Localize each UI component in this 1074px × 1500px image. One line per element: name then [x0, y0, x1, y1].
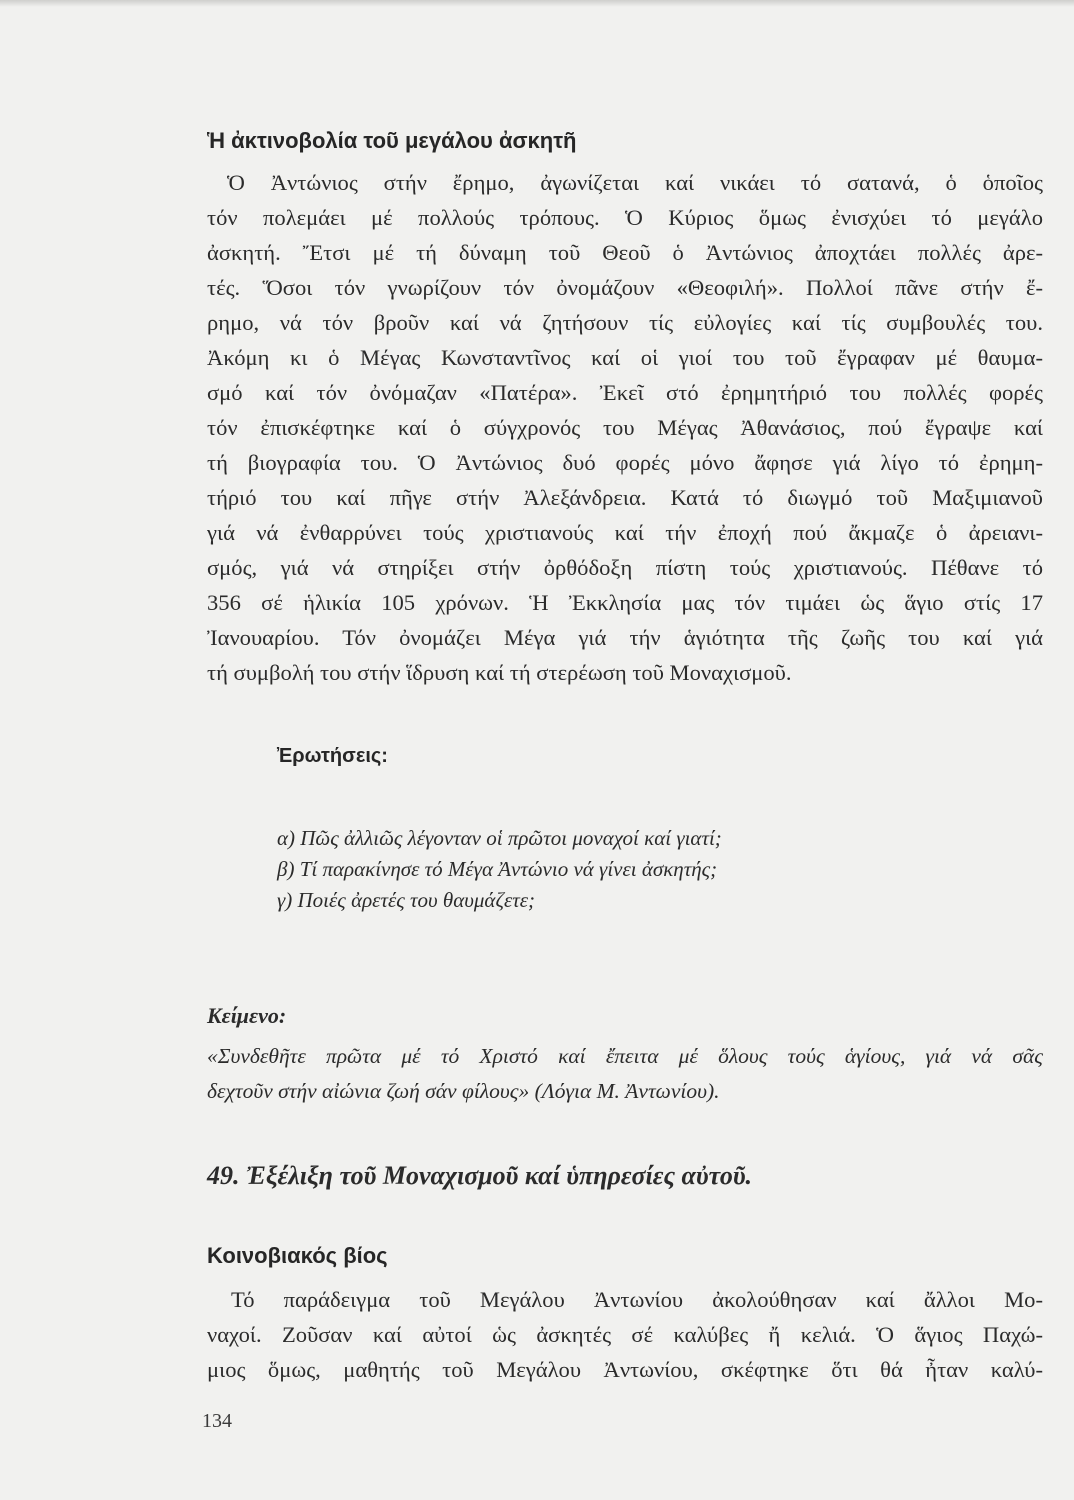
quote-line: «Συνδεθῆτε πρῶτα μέ τό Χριστό καί ἔπειτα μέ ὅλους τούς ἁγίους, γιά νά σᾶς [207, 1044, 1043, 1068]
page-top-edge [0, 0, 1074, 7]
body-line: τή συμβολή του στήν ἵδρυση καί τή στερέωση τοῦ Μοναχισμοῦ. [207, 660, 792, 685]
question-item: α) Πῶς ἀλλιῶς λέγονταν οἱ πρῶτοι μοναχοί καί γιατί; [277, 826, 722, 850]
body-line: τήριό του καί πῆγε στήν Ἀλεξάνδρεια. Κατά τό διωγμό τοῦ Μαξιμιανοῦ [207, 485, 1043, 510]
body-line: Ἰανουαρίου. Τόν ὀνομάζει Μέγα γιά τήν ἁγιότητα τῆς ζωῆς του καί γιά [207, 625, 1043, 650]
body-line: ἀσκητή. Ἔτσι μέ τή δύναμη τοῦ Θεοῦ ὁ Ἀντώνιος ἀποχτάει πολλές ἀρε- [207, 240, 1043, 265]
body-line: τή βιογραφία του. Ὁ Ἀντώνιος δυό φορές μόνο ἄφησε γιά λίγο τό ἐρημη- [207, 450, 1043, 475]
body-line: 356 σέ ἡλικία 105 χρόνων. Ἡ Ἐκκλησία μας τόν τιμάει ὡς ἅγιο στίς 17 [207, 590, 1043, 615]
body-line: Τό παράδειγμα τοῦ Μεγάλου Ἀντωνίου ἀκολούθησαν καί ἄλλοι Μο- [231, 1287, 1043, 1312]
section-heading-radiance: Ἡ ἀκτινοβολία τοῦ μεγάλου ἀσκητῆ [207, 128, 577, 153]
page-number: 134 [202, 1410, 232, 1432]
text-excerpt-heading: Κείμενο: [207, 1003, 287, 1028]
body-line: σμό καί τόν ὀνόμαζαν «Πατέρα». Ἐκεῖ στό ἐρημητήριό του πολλές φορές [207, 380, 1043, 405]
body-line: σμός, γιά νά στηρίξει στήν ὀρθόδοξη πίστη τούς χριστιανούς. Πέθανε τό [207, 555, 1043, 580]
body-line: ρημο, νά τόν βροῦν καί νά ζητήσουν τίς εὐλογίες καί τίς συμβουλές του. [207, 310, 1043, 335]
body-line: Ὁ Ἀντώνιος στήν ἔρημο, ἀγωνίζεται καί νικάει τό σατανά, ὁ ὁποῖος [227, 170, 1043, 195]
question-item: β) Τί παρακίνησε τό Μέγα Ἀντώνιο νά γίνει ἀσκητής; [277, 857, 718, 881]
body-line: τές. Ὅσοι τόν γνωρίζουν τόν ὀνομάζουν «Θεοφιλή». Πολλοί πᾶνε στήν ἔ- [207, 275, 1043, 300]
body-line: μιος ὅμως, μαθητής τοῦ Μεγάλου Ἀντωνίου, σκέφτηκε ὅτι θά ἦταν καλύ- [207, 1357, 1043, 1382]
questions-heading: Ἐρωτήσεις: [277, 745, 388, 767]
section-heading-koinobiakos: Κοινοβιακός βίος [207, 1243, 388, 1268]
quote-line: δεχτοῦν στήν αἰώνια ζωή σάν φίλους» (Λόγια Μ. Ἀντωνίου). [207, 1079, 720, 1103]
body-line: ναχοί. Ζοῦσαν καί αὐτοί ὡς ἀσκητές σέ καλύβες ἤ κελιά. Ὁ ἅγιος Παχώ- [207, 1322, 1043, 1347]
question-item: γ) Ποιές ἀρετές του θαυμάζετε; [277, 888, 536, 912]
body-line: γιά νά ἐνθαρρύνει τούς χριστιανούς καί τήν ἐποχή πού ἄκμαζε ὁ ἀρειανι- [207, 520, 1043, 545]
body-line: τόν πολεμάει μέ πολλούς τρόπους. Ὁ Κύριος ὅμως ἐνισχύει τό μεγάλο [207, 205, 1043, 230]
body-line: Ἀκόμη κι ὁ Μέγας Κωνσταντῖνος καί οἱ γιοί του τοῦ ἔγραφαν μέ θαυμα- [207, 345, 1043, 370]
chapter-title: 49. Ἐξέλιξη τοῦ Μοναχισμοῦ καί ὑπηρεσίες αὐτοῦ. [207, 1161, 753, 1190]
body-line: τόν ἐπισκέφτηκε καί ὁ σύγχρονός του Μέγας Ἀθανάσιος, πού ἔγραψε καί [207, 415, 1043, 440]
